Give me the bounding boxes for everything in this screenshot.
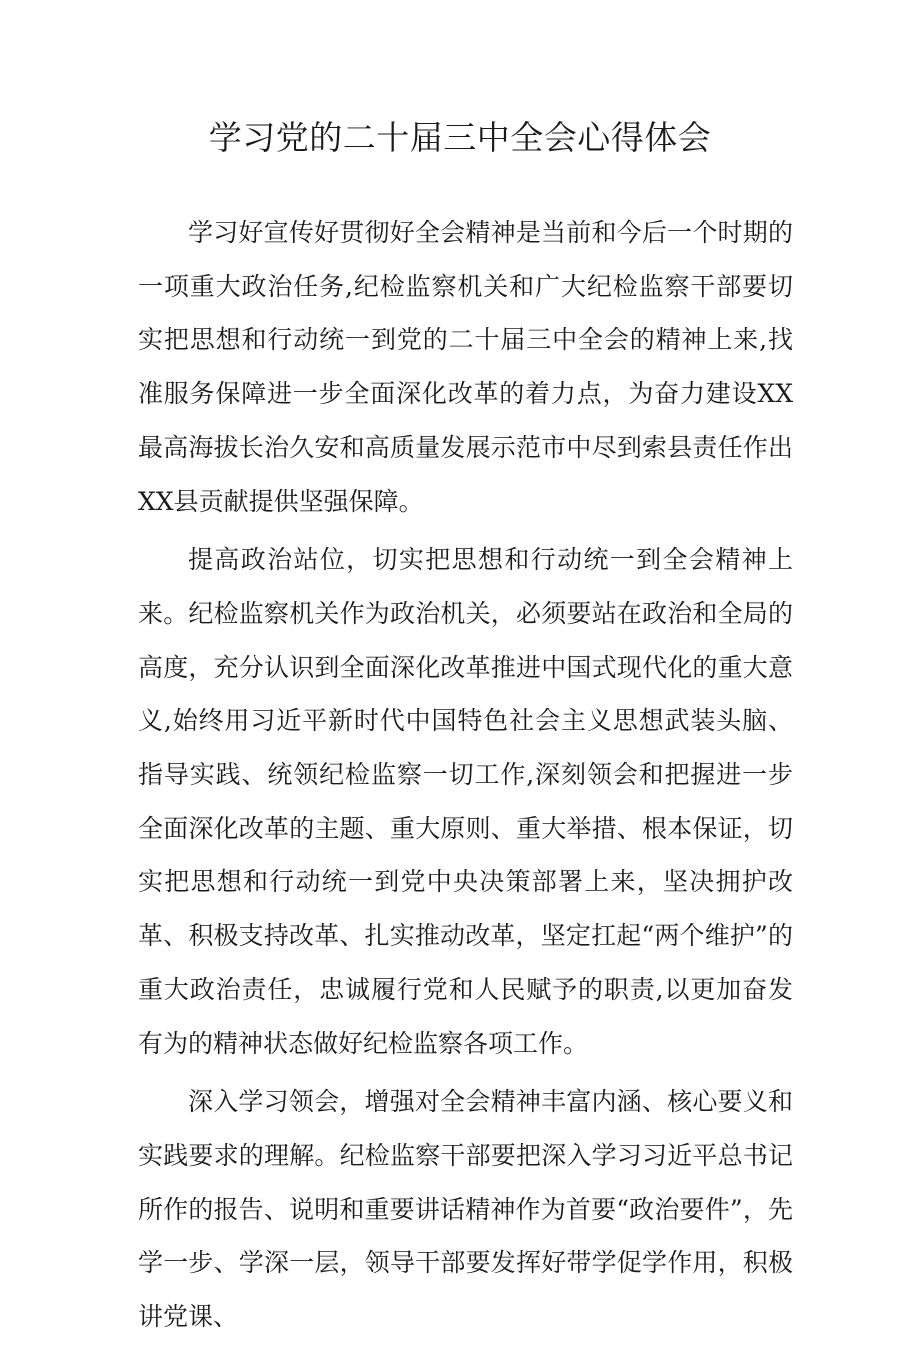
paragraph-3: 深入学习领会，增强对全会精神丰富内涵、核心要义和实践要求的理解。纪检监察干部要把深入学习习近平总书记所作的报告、说明和重要讲话精神作为首要“政治要件”，先学一步、学深一层，领导干部要发挥好带学促学作用，积极讲党课、 xyxy=(138,1087,793,1332)
document-body xyxy=(138,206,793,1349)
paragraph-2: 提高政治站位，切实把思想和行动统一到全会精神上来。纪检监察机关作为政治机关，必须要站在政治和全局的高度，充分认识到全面深化改革推进中国式现代化的重大意义,始终用习近平新时代中国特色社会主义思想武装头脑、指导实践、统领纪检监察一切工作,深刻领会和把握进一步全面深化改革的主题、重大原则、重大举措、根本保证，切实把思想和行动统一到党中央决策部署上来，坚决拥护改革、积极支持改革、扎实推动改革，坚定扛起“两个维护”的重大政治责任，忠诚履行党和人民赋予的职责,以更加奋发有为的精神状态做好纪检监察各项工作。 xyxy=(138,545,793,1058)
paragraph-1: 学习好宣传好贯彻好全会精神是当前和今后一个时期的一项重大政治任务,纪检监察机关和广大纪检监察干部要切实把思想和行动统一到党的二十届三中全会的精神上来,找准服务保障进一步全面深化改革的着力点，为奋力建设XX最高海拔长治久安和高质量发展示范市中尽到索县责任作出XX县贡献提供坚强保障。 xyxy=(138,218,793,516)
document-title: 学习党的二十届三中全会心得体会 xyxy=(208,118,712,157)
